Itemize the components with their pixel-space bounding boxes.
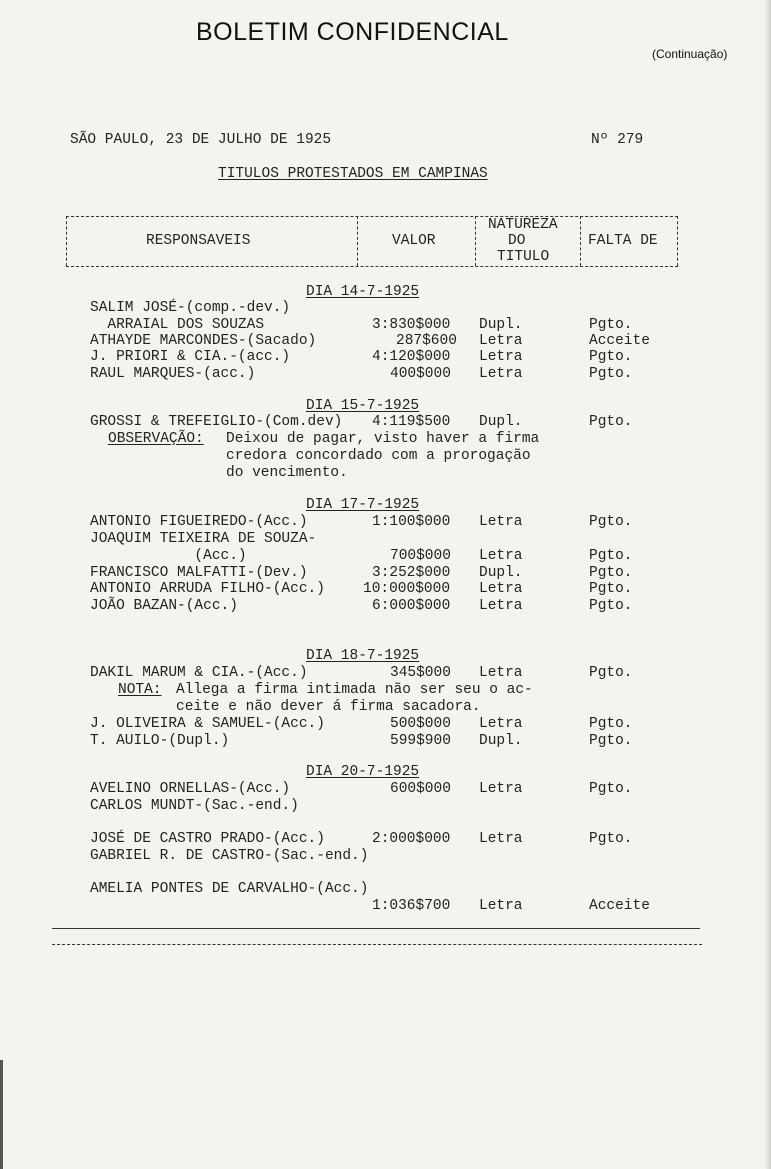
entry-valor: 600$000 xyxy=(390,781,451,797)
entry-natureza: Letra xyxy=(479,349,523,365)
observation-line: credora concordado com a prorogação xyxy=(226,448,531,464)
entry-falta: Pgto. xyxy=(589,665,633,681)
entry-responsavel: ANTONIO FIGUEIREDO-(Acc.) xyxy=(90,514,308,530)
entry-natureza: Letra xyxy=(479,781,523,797)
entry-valor: 1:036$700 xyxy=(372,898,451,914)
entry-valor: 4:120$000 xyxy=(372,349,451,365)
entry-falta: Pgto. xyxy=(589,733,633,749)
entry-valor: 1:100$000 xyxy=(372,514,451,530)
entry-falta: Pgto. xyxy=(589,514,633,530)
header-natureza-1: NATUREZA xyxy=(488,217,558,233)
entry-responsavel: AMELIA PONTES DE CARVALHO-(Acc.) xyxy=(90,881,369,897)
entry-valor: 2:000$000 xyxy=(372,831,451,847)
observation-line: Deixou de pagar, visto haver a firma xyxy=(226,431,540,447)
entry-falta: Pgto. xyxy=(589,414,633,430)
entry-valor: 345$000 xyxy=(390,665,451,681)
header-natureza-2: DO xyxy=(508,233,526,249)
entry-natureza: Letra xyxy=(479,366,523,382)
entry-falta: Pgto. xyxy=(589,581,633,597)
table-divider-1 xyxy=(357,216,358,266)
place-date: SÃO PAULO, 23 DE JULHO DE 1925 xyxy=(70,132,332,148)
header-natureza-3: TITULO xyxy=(497,249,550,265)
entry-responsavel: (Acc.) xyxy=(90,548,247,564)
entry-valor: 4:119$500 xyxy=(372,414,451,430)
section-title: TITULOS PROTESTADOS EM CAMPINAS xyxy=(218,166,488,182)
entry-valor: 10:000$000 xyxy=(363,581,451,597)
entry-responsavel: J. OLIVEIRA & SAMUEL-(Acc.) xyxy=(90,716,325,732)
entry-natureza: Letra xyxy=(479,598,523,614)
closing-rule-2 xyxy=(52,944,702,945)
entry-responsavel: JOÃO BAZAN-(Acc.) xyxy=(90,598,238,614)
table-divider-3 xyxy=(580,216,581,266)
entry-natureza: Letra xyxy=(479,831,523,847)
entry-valor: 400$000 xyxy=(390,366,451,382)
entry-responsavel: JOSÉ DE CASTRO PRADO-(Acc.) xyxy=(90,831,325,847)
entry-natureza: Letra xyxy=(479,716,523,732)
entry-responsavel: GROSSI & TREFEIGLIO-(Com.dev) xyxy=(90,414,343,430)
entry-valor: 500$000 xyxy=(390,716,451,732)
entry-valor: 3:830$000 xyxy=(372,317,451,333)
entry-responsavel: ANTONIO ARRUDA FILHO-(Acc.) xyxy=(90,581,325,597)
entry-natureza: Dupl. xyxy=(479,414,523,430)
note-label: NOTA: xyxy=(118,682,162,698)
entry-natureza: Letra xyxy=(479,548,523,564)
entry-natureza: Letra xyxy=(479,581,523,597)
entry-responsavel: J. PRIORI & CIA.-(acc.) xyxy=(90,349,291,365)
bulletin-title: BOLETIM CONFIDENCIAL xyxy=(196,18,509,46)
entry-natureza: Letra xyxy=(479,898,523,914)
date-heading: DIA 18-7-1925 xyxy=(306,648,420,664)
date-heading: DIA 15-7-1925 xyxy=(306,398,420,414)
entry-valor: 700$000 xyxy=(390,548,451,564)
closing-rule-1 xyxy=(52,928,700,929)
entry-falta: Pgto. xyxy=(589,781,633,797)
entry-responsavel: ATHAYDE MARCONDES-(Sacado) xyxy=(90,333,317,349)
entry-responsavel: DAKIL MARUM & CIA.-(Acc.) xyxy=(90,665,308,681)
note-line: ceite e não dever á firma sacadora. xyxy=(176,699,481,715)
entry-falta: Pgto. xyxy=(589,565,633,581)
bulletin-number: Nº 279 xyxy=(591,132,644,148)
date-heading: DIA 20-7-1925 xyxy=(306,764,420,780)
table-bottom-rule xyxy=(66,266,678,267)
page-edge-shadow xyxy=(765,0,771,1169)
entry-responsavel: RAUL MARQUES-(acc.) xyxy=(90,366,256,382)
header-responsaveis: RESPONSAVEIS xyxy=(146,233,251,249)
table-left-rule xyxy=(66,216,67,266)
entry-falta: Pgto. xyxy=(589,598,633,614)
entry-falta: Pgto. xyxy=(589,349,633,365)
entry-responsavel: CARLOS MUNDT-(Sac.-end.) xyxy=(90,798,299,814)
entry-falta: Pgto. xyxy=(589,317,633,333)
note-line: Allega a firma intimada não ser seu o ac- xyxy=(176,682,533,698)
entry-valor: 287$600 xyxy=(396,333,457,349)
header-valor: VALOR xyxy=(392,233,436,249)
entry-falta: Acceite xyxy=(589,333,650,349)
entry-responsavel: GABRIEL R. DE CASTRO-(Sac.-end.) xyxy=(90,848,369,864)
entry-valor: 6:000$000 xyxy=(372,598,451,614)
entry-falta: Acceite xyxy=(589,898,650,914)
table-top-rule xyxy=(66,216,678,217)
continuation-label: (Continuação) xyxy=(652,47,728,61)
table-right-rule xyxy=(677,216,678,266)
entry-natureza: Dupl. xyxy=(479,317,523,333)
entry-responsavel: ARRAIAL DOS SOUZAS xyxy=(90,317,265,333)
header-falta-de: FALTA DE xyxy=(588,233,658,249)
binding-mark xyxy=(0,1060,3,1169)
entry-natureza: Letra xyxy=(479,333,523,349)
date-heading: DIA 14-7-1925 xyxy=(306,284,420,300)
date-heading: DIA 17-7-1925 xyxy=(306,497,420,513)
observation-label: OBSERVAÇÃO: xyxy=(108,431,204,447)
table-divider-2 xyxy=(475,216,476,266)
entry-responsavel: T. AUILO-(Dupl.) xyxy=(90,733,230,749)
entry-responsavel: JOAQUIM TEIXEIRA DE SOUZA- xyxy=(90,531,317,547)
entry-natureza: Dupl. xyxy=(479,565,523,581)
entry-responsavel: AVELINO ORNELLAS-(Acc.) xyxy=(90,781,291,797)
entry-valor: 599$900 xyxy=(390,733,451,749)
entry-falta: Pgto. xyxy=(589,366,633,382)
entry-falta: Pgto. xyxy=(589,548,633,564)
entry-valor: 3:252$000 xyxy=(372,565,451,581)
observation-line: do vencimento. xyxy=(226,465,348,481)
entry-falta: Pgto. xyxy=(589,831,633,847)
entry-responsavel: FRANCISCO MALFATTI-(Dev.) xyxy=(90,565,308,581)
entry-natureza: Dupl. xyxy=(479,733,523,749)
entry-natureza: Letra xyxy=(479,665,523,681)
entry-responsavel: SALIM JOSÉ-(comp.-dev.) xyxy=(90,300,291,316)
entry-natureza: Letra xyxy=(479,514,523,530)
entry-falta: Pgto. xyxy=(589,716,633,732)
